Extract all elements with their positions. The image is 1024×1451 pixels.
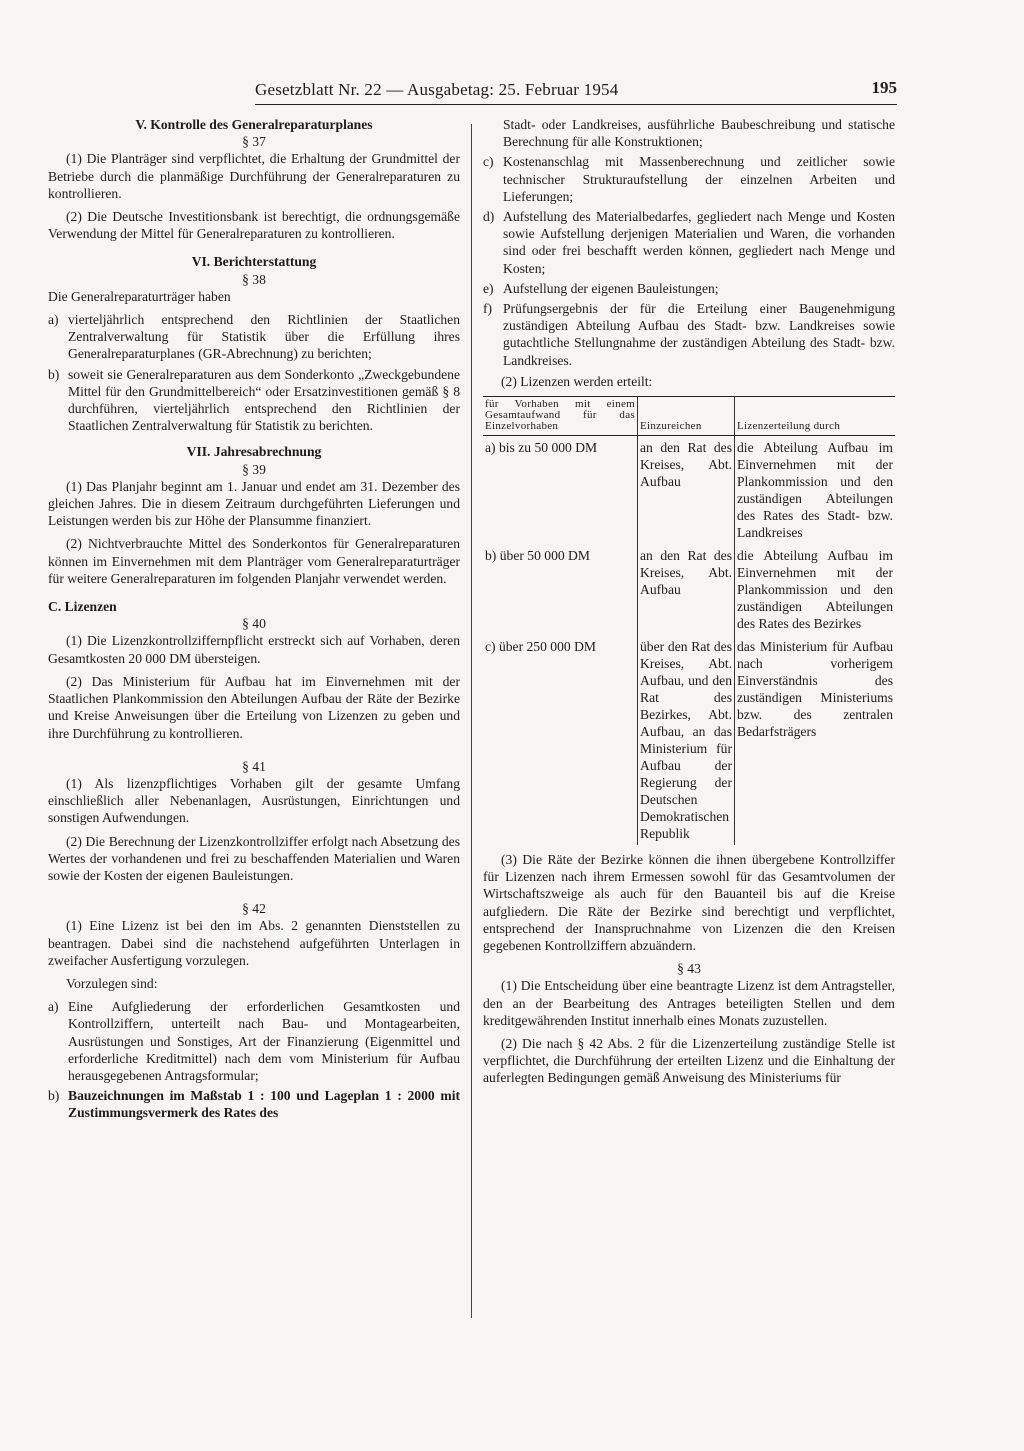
list-item-mark: f) (483, 301, 493, 317)
paragraph-42-1: (1) Eine Lizenz ist bei den im Abs. 2 genannten Dienststellen zu beantragen. Dabei sind die nachstehend aufgeführten Unterlagen in zweifacher Ausfertigung vorzulegen. (48, 918, 460, 968)
header-rule (255, 104, 897, 105)
paragraph-38-list (48, 311, 460, 434)
paragraph-42-list-continued (483, 153, 895, 368)
paragraph-39-1: (1) Das Planjahr beginnt am 1. Januar und endet am 31. Dezember des gleichen Jahres. Die in diesem Zeitraum durchgeführten Lieferungen und Leistungen werden bis zur Höhe der Plansumme finanziert. (48, 478, 460, 529)
table-row (483, 544, 895, 635)
table-cell: b) über 50 000 DM (483, 544, 638, 635)
list-item (483, 300, 895, 369)
list-item-mark: a) (48, 999, 59, 1015)
table-cell: das Ministerium für Aufbau nach vorherigem Einverständnis des zuständigen Ministeriums bzw. des zentralen Bedarfsträgers (737, 639, 893, 740)
list-item (483, 153, 895, 205)
paragraph-41-sign: § 41 (242, 758, 266, 774)
column-header: für Vorhaben mit einem Gesamtaufwand für das Einzelvorhaben (483, 397, 638, 436)
table-cell: die Abteilung Aufbau im Einvernehmen mit der Plankommission und den zuständigen Abteilungen des Rates des Bezirkes (737, 548, 893, 632)
paragraph-41-1: (1) Als lizenzpflichtiges Vorhaben gilt der gesamte Umfang einschließlich aller Nebenanlagen, Ausrüstungen, Einrichtungen und sonstigen Aufwendungen. (48, 775, 460, 826)
list-item (483, 280, 895, 297)
table-row (483, 635, 895, 845)
list-item-mark: a) (48, 312, 59, 328)
list-item-text: soweit sie Generalreparaturen aus dem Sonderkonto „Zweckgebundene Mittel für den Grundmittelbereich“ oder Ersatzinvestitionen gemäß § 8 durchführen, vierteljährlich entsprechend den Richtlinien der Staatlichen Zentralverwaltung für Statistik zu berichten. (68, 366, 460, 434)
list-item (48, 366, 460, 435)
table-cell: a) bis zu 50 000 DM (483, 436, 638, 545)
list-item (48, 311, 460, 363)
page-number: 195 (871, 78, 897, 97)
paragraph-38-intro: Die Generalreparaturträger haben (48, 288, 231, 304)
list-item-text: Prüfungsergebnis der für die Erteilung einer Baugenehmigung zuständigen Abteilung Aufbau des Stadt- bzw. Landkreises sowie gutachtliche Stellungnahme der zuständigen Abteilung des Stadt- bzw. Landkreises. (503, 301, 895, 368)
paragraph-43-sign: § 43 (677, 961, 701, 977)
paragraph-38-sign: § 38 (242, 271, 266, 287)
list-item-text: Aufstellung des Materialbedarfes, gegliedert nach Menge und Kosten sowie Aufstellung derjenigen Materialien und Waren, die vorhanden sind oder frei beschafft werden können, gegliedert nach Menge und Kosten; (503, 209, 895, 276)
paragraph-43-1: (1) Die Entscheidung über eine beantragte Lizenz ist dem Antragsteller, den an der Bearbeitung des Antrages beteiligten Stellen und dem kreditgewährenden Institut innerhalb eines Monats zuzustellen. (483, 978, 895, 1028)
list-item-text: Bauzeichnungen im Maßstab 1 : 100 und Lageplan 1 : 2000 mit Zustimmungsvermerk des Rates des (68, 1088, 460, 1121)
section-title-c: C. Lizenzen (48, 599, 117, 615)
paragraph-39-sign: § 39 (242, 461, 266, 477)
table-cell: über den Rat des Kreises, Abt. Aufbau, und den Rat des Bezirkes, Abt. Aufbau, an das Ministerium für Aufbau der Regierung der Deutschen Demokratischen Republik (638, 635, 735, 845)
paragraph-37-2: (2) Die Deutsche Investitionsbank ist berechtigt, die ordnungsgemäße Verwendung der Mittel für Generalreparaturen zu kontrollieren. (48, 209, 460, 242)
list-item-mark: c) (483, 154, 494, 170)
section-title-v: V. Kontrolle des Generalreparaturplanes (135, 117, 373, 132)
list-item-text: vierteljährlich entsprechend den Richtlinien der Staatlichen Zentralverwaltung für Statistik über die Erfüllung ihres Generalreparaturplanes (GR-Abrechnung) zu berichten; (68, 312, 460, 362)
list-item (48, 998, 460, 1084)
section-title-vi: VI. Berichterstattung (191, 254, 317, 270)
left-column (48, 116, 460, 1126)
paragraph-43-2: (2) Die nach § 42 Abs. 2 für die Lizenzerteilung zuständige Stelle ist verpflichtet, die Durchführung der erteilten Lizenz und die Einhaltung der auferlegten Bedingungen gemäß Anweisung des Ministeriums für (483, 1036, 895, 1086)
table-cell: c) über 250 000 DM (483, 635, 638, 845)
header-title: Gesetzblatt Nr. 22 — Ausgabetag: 25. Februar 1954 (255, 80, 619, 99)
page-header (255, 76, 897, 102)
paragraph-41-2: (2) Die Berechnung der Lizenzkontrollziffer erfolgt nach Absetzung des Wertes der vorhandenen und frei zu beschaffenden Materialien und Waren sowie der Kosten der eigenen Bauleistungen. (48, 833, 460, 883)
paragraph-40-2: (2) Das Ministerium für Aufbau hat im Einvernehmen mit der Staatlichen Plankommission den Abteilungen Aufbau der Räte der Bezirke und Kreise Anweisungen über die Erteilung von Lizenzen zu geben und ihre Durchführung zu kontrollieren. (48, 673, 460, 741)
paragraph-42-list (48, 998, 460, 1121)
paragraph-40-sign: § 40 (242, 616, 266, 632)
table-cell: die Abteilung Aufbau im Einvernehmen mit der Plankommission und den zuständigen Abteilungen des Rates des Stadt- bzw. Landkreises (737, 440, 893, 541)
list-item-continuation (483, 116, 895, 150)
list-item-text: Stadt- oder Landkreises, ausführliche Baubeschreibung und statische Berechnung für alle Konstruktionen; (503, 117, 895, 150)
paragraph-42-2: (2) Lizenzen werden erteilt: (501, 373, 653, 389)
paragraph-40-1: (1) Die Lizenzkontrollziffernpflicht erstreckt sich auf Vorhaben, deren Gesamtkosten 20 000 DM übersteigen. (48, 633, 460, 666)
column-divider (471, 124, 472, 1318)
paragraph-39-2: (2) Nichtverbrauchte Mittel des Sonderkontos für Generalreparaturen können im Einvernehmen mit dem Planträger vom Generalreparaturträger für weitere Generalreparaturen im folgenden Planjahr verwendet werden. (48, 536, 460, 586)
list-item-mark: e) (483, 280, 494, 296)
list-item (483, 208, 895, 277)
column-header: Einzureichen (638, 397, 735, 436)
list-item-mark: b) (48, 1088, 60, 1104)
table-row (483, 436, 895, 545)
paragraph-42-sign: § 42 (242, 901, 266, 917)
list-item (48, 1087, 460, 1121)
table-cell: an den Rat des Kreises, Abt. Aufbau (638, 544, 735, 635)
table-cell: an den Rat des Kreises, Abt. Aufbau (638, 436, 735, 545)
list-item-text: Kostenanschlag mit Massenberechnung und zeitlicher sowie technischer Strukturaufstellung der einzelnen Arbeiten und Lieferungen; (503, 154, 895, 204)
list-item-text: Eine Aufgliederung der erforderlichen Gesamtkosten und Kontrollziffern, unterteilt nach Bau- und Montagearbeiten, Ausrüstungen und Sonstiges, Art der Finanzierung (Eigenmittel und erforderliche Kreditmittel) nach dem vom Ministerium für Aufbau herausgegebenen Antragsformular; (68, 999, 460, 1083)
license-table (483, 396, 895, 845)
paragraph-37-1: (1) Die Planträger sind verpflichtet, die Erhaltung der Grundmittel der Betriebe durch die planmäßige Durchführung der Generalreparaturen zu kontrollieren. (48, 151, 460, 201)
section-title-vii: VII. Jahresabrechnung (186, 444, 322, 460)
paragraph-42-3: (3) Die Räte der Bezirke können die ihnen übergebene Kontrollziffer für Lizenzen nach ihrem Ermessen sowohl für das Gesamtvolumen der Wirtschaftszweige als auch für den Bauanteil bis auf die Kreise aufgliedern. Die Räte der Bezirke sind berechtigt und verpflichtet, entsprechend der Inanspruchnahme von Lizenzen die den Kreisen gegebenen Kontrollziffern abzuändern. (483, 852, 895, 954)
paragraph-42-intro: Vorzulegen sind: (66, 975, 158, 991)
list-item-mark: d) (483, 209, 495, 225)
list-item-text: Aufstellung der eigenen Bauleistungen; (503, 280, 719, 296)
column-header: Lizenzerteilung durch (735, 397, 896, 436)
table-header-row (483, 397, 895, 436)
list-item-mark: b) (48, 366, 60, 382)
right-column (483, 116, 895, 1093)
paragraph-37-sign: § 37 (242, 134, 266, 150)
